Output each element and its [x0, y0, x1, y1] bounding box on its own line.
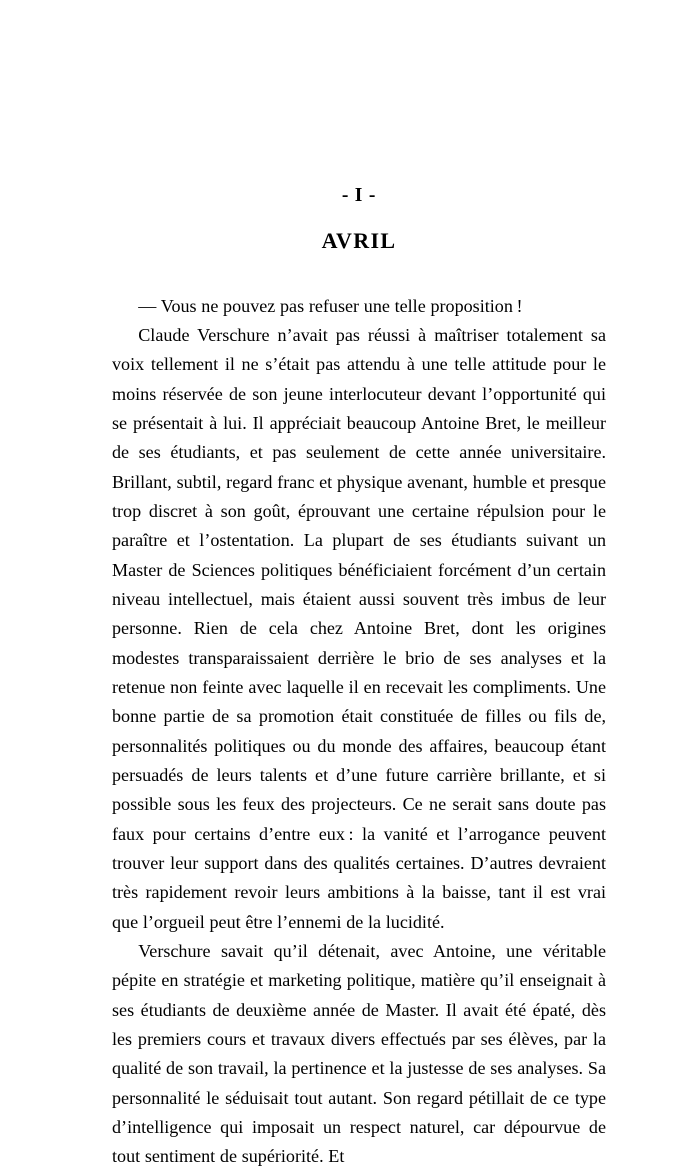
page-text-block [112, 186, 606, 1172]
paragraph-dialogue: — Vous ne pouvez pas refuser une telle proposition ! [138, 295, 523, 316]
chapter-heading [112, 186, 606, 252]
paragraph-one: Claude Verschure n’avait pas réussi à maîtriser totalement sa voix tellement il ne s’était pas attendu à une telle attitude pour le moins réservée de son jeune interlocuteur devant l’opportunité qui se présentait à lui. Il appréciait beaucoup Antoine Bret, le meilleur de ses étudiants, et pas seulement de cette année universitaire. Brillant, subtil, regard franc et physique avenant, humble et presque trop discret à son goût, éprouvant une certaine répulsion pour le paraître et l’ostentation. La plupart de ses étudiants suivant un Master de Sciences politiques bénéficiaient forcément d’un certain niveau intellectuel, mais étaient aussi souvent très imbus de leur personne. Rien de cela chez Antoine Bret, dont les origines modestes transparaissaient derrière le brio de ses analyses et la retenue non feinte avec laquelle il en recevait les compliments. Une bonne partie de sa promotion était constituée de filles ou fils de, personnalités politiques ou du monde des affaires, beaucoup étant persuadés de leurs talents et d’une future carrière brillante, et si possible sous les feux des projecteurs. Ce ne serait sans doute pas faux pour certains d’entre eux : la vanité et l’arrogance peuvent trouver leur support dans des qualités certaines. D’autres devraient très rapidement revoir leurs ambitions à la baisse, tant il est vrai que l’orgueil peut être l’ennemi de la lucidité. [112, 324, 606, 932]
chapter-title: AVRIL [321, 227, 397, 253]
chapter-number: - I - [341, 185, 377, 206]
body-text [112, 292, 606, 1172]
paragraph-two: Verschure savait qu’il détenait, avec Antoine, une véritable pépite en stratégie et marketing politique, matière qu’il enseignait à ses étudiants de deuxième année de Master. Il avait été épaté, dès les premiers cours et travaux divers effectués par ses élèves, par la qualité de son travail, la pertinence et la justesse de ses analyses. Sa personnalité le séduisait tout autant. Son regard pétillait de ce type d’intelligence qui imposait un respect naturel, car dépourvue de tout sentiment de supériorité. Et [112, 941, 606, 1167]
